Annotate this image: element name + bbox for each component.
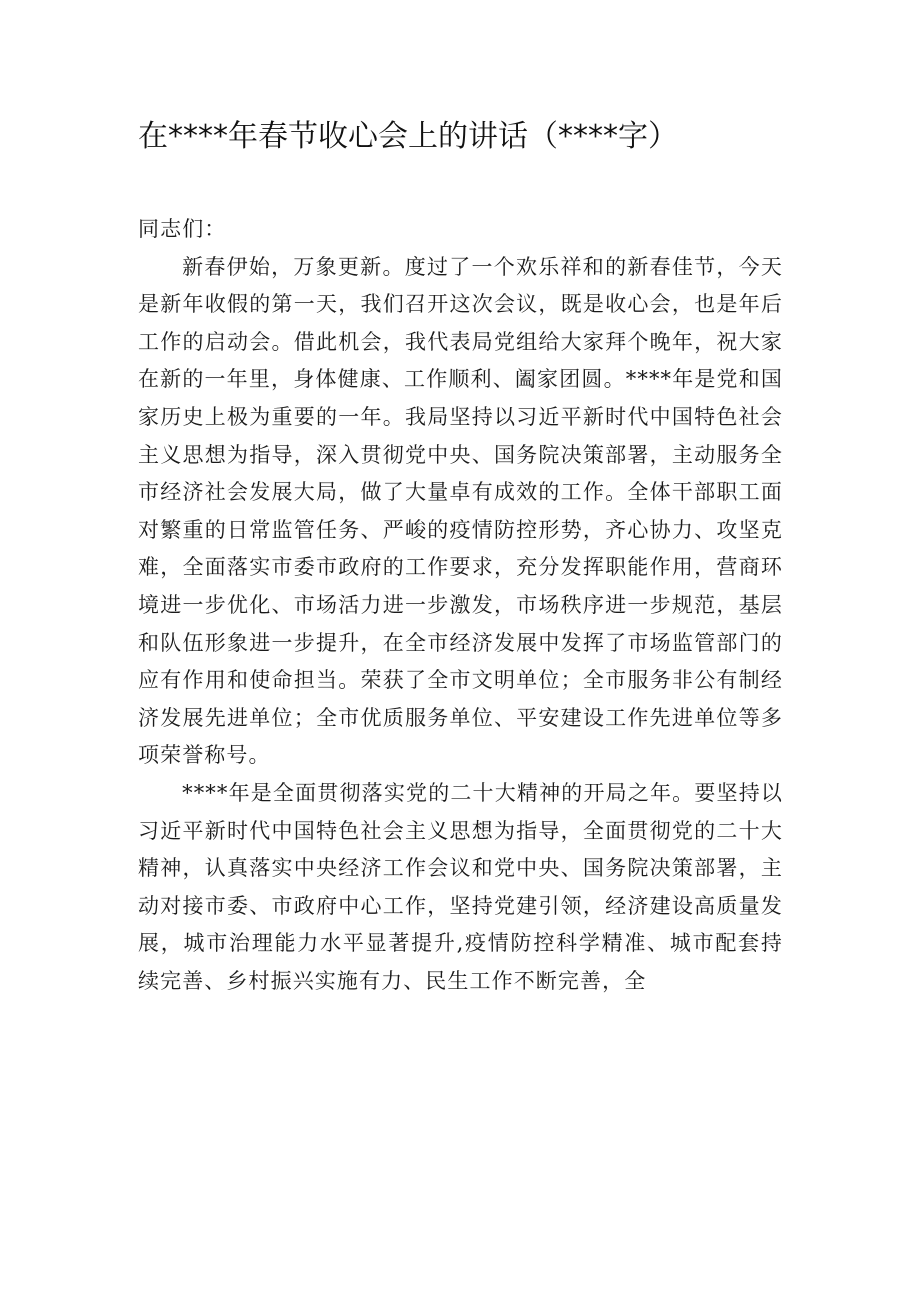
salutation: 同志们： (138, 217, 227, 241)
paragraph-1: 新春伊始，万象更新。度过了一个欢乐祥和的新春佳节，今天是新年收假的第一天，我们召开这次会议，既是收心会，也是年后工作的启动会。借此机会，我代表局党组给大家拜个晚年，祝大家在新的一年里，身体健康、工作顺利、阖家团圆。****年是党和国家历史上极为重要的一年。我局坚持以习近平新时代中国特色社会主义思想为指导，深入贯彻党中央、国务院决策部署，主动服务全市经济社会发展大局，做了大量卓有成效的工作。全体干部职工面对繁重的日常监管任务、严峻的疫情防控形势，齐心协力、攻坚克难，全面落实市委市政府的工作要求，充分发挥职能作用，营商环境进一步优化、市场活力进一步激发，市场秩序进一步规范，基层和队伍形象进一步提升，在全市经济发展中发挥了市场监管部门的应有作用和使命担当。荣获了全市文明单位；全市服务非公有制经济发展先进单位；全市优质服务单位、平安建设工作先进单位等多项荣誉称号。 (138, 254, 783, 768)
document-body (138, 211, 783, 1000)
document-title: 在****年春节收心会上的讲话（****字） (138, 119, 678, 154)
paragraph-2: ****年是全面贯彻落实党的二十大精神的开局之年。要坚持以习近平新时代中国特色社会主义思想为指导，全面贯彻党的二十大精神，认真落实中央经济工作会议和党中央、国务院决策部署，主动对接市委、市政府中心工作，坚持党建引领，经济建设高质量发展，城市治理能力水平显著提升,疫情防控科学精准、城市配套持续完善、乡村振兴实施有力、民生工作不断完善，全 (138, 780, 783, 993)
